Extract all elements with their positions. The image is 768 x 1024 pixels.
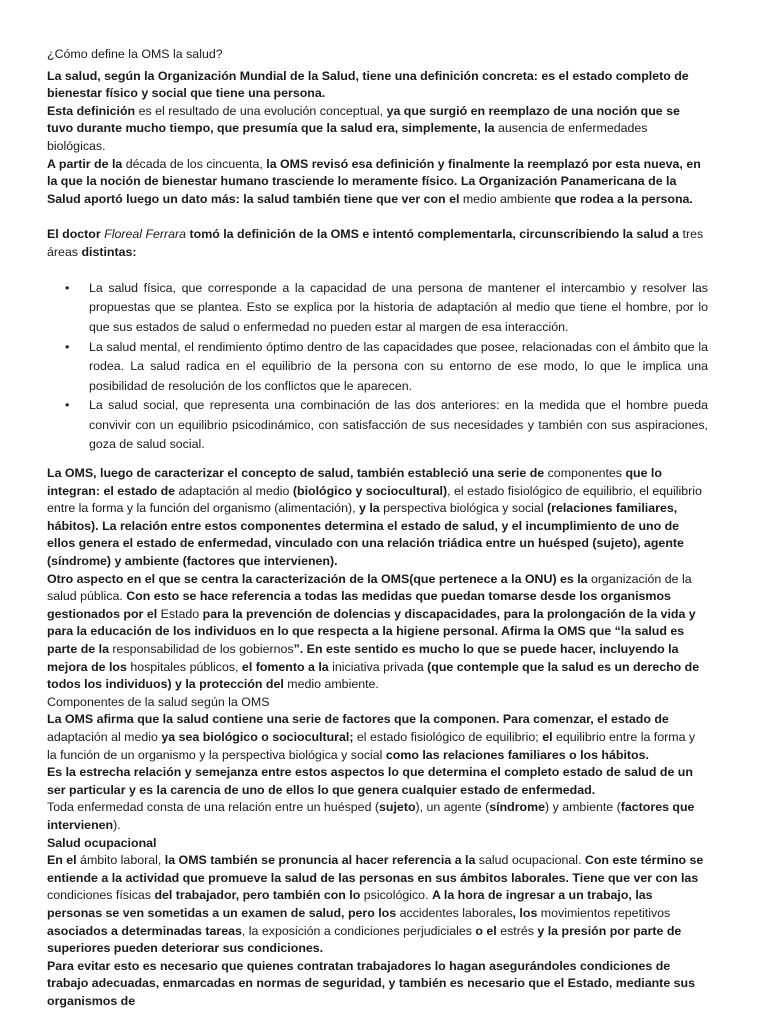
text-run: responsabilidad de los gobiernos xyxy=(108,642,294,656)
text-run: Esta definición xyxy=(47,103,136,118)
text-run: psicológico. xyxy=(360,888,432,903)
text-run: A partir de la xyxy=(47,156,123,171)
paragraph-prevention xyxy=(47,958,708,1011)
text-run: y la xyxy=(358,501,380,516)
text-run: perspectiva biológica y social xyxy=(379,501,548,516)
text-run: como las relaciones familiares o los hábitos. xyxy=(385,747,649,762)
text-run: Para evitar esto es necesario que quienes contratan trabajadores lo hagan asegurándoles condiciones de trabajo adecuadas, enmarcadas en normas de seguridad, y también es necesario que el Estado, mediante sus organismos de xyxy=(47,958,695,1008)
paragraph-revision xyxy=(47,156,708,209)
list-item-social-health: • La salud social, que representa una combinación de las dos anteriores: en la medida que el hombre pueda convivir con un equilibrio psicodinámico, con satisfacción de sus necesidades y también con sus aspiraciones, goza de salud social. xyxy=(89,396,708,455)
text-run: Toda enfermedad consta de una relación entre un huésped ( xyxy=(47,800,380,815)
text-run: accidentes laborales xyxy=(396,905,513,920)
text-run: , los xyxy=(512,905,538,920)
list-item-mental-health: • La salud mental, el rendimiento óptimo dentro de las capacidades que posee, relacionadas con el ámbito que la rodea. La salud radica en el equilibrio de la persona con su entorno de ese modo, lo que le implica una posibilidad de resolución de los conflictos que le aparecen. xyxy=(89,338,708,397)
text-run: o el xyxy=(475,923,497,938)
text-run: ámbito laboral, xyxy=(76,853,165,868)
text-run: el fomento a la xyxy=(241,659,329,674)
text-run: Floreal Ferrara xyxy=(104,226,187,241)
text-run: La OMS, luego de caracterizar el concepto de salud, también estableció una serie de xyxy=(47,466,545,481)
text-run: movimientos repetitivos xyxy=(537,905,671,920)
text-run: y la presión por parte de superiores pueden deteriorar sus condiciones. xyxy=(47,923,682,956)
health-areas-list xyxy=(47,279,708,455)
text-run: (relaciones familiares, hábitos). La relación entre estos componentes determina el estado de salud, y el incumplimiento de uno de ellos genera el estado de enfermedad, vinculado con una relación triádica entre un huésped (sujeto), agente (síndrome) y ambiente (factores que intervienen). xyxy=(47,501,684,569)
text-run: medio ambiente xyxy=(459,191,555,206)
text-run: Es la estrecha relación y semejanza entre estos aspectos lo que determina el completo estado de salud de un ser particular y es la carencia de uno de ellos lo que genera cualquier estado de enfermedad. xyxy=(47,765,693,797)
text-run: equilibrio entre la forma y la función de un organismo y la perspectiva biológica y social xyxy=(47,729,696,762)
paragraph-definition xyxy=(47,68,708,103)
paragraph-ferrara xyxy=(47,226,708,261)
text-run: Con esto se hace referencia a todas las medidas que puedan tomarse desde los organismos gestionados por el xyxy=(47,589,671,621)
text-run: condiciones físicas xyxy=(47,888,155,903)
spacer xyxy=(47,208,708,226)
text-run: tomó la definición de la OMS e intentó complementarla, circunscribiendo la salud a xyxy=(186,226,680,241)
text-run: , la exposición a condiciones perjudiciales xyxy=(241,923,476,938)
text-run: factores que intervienen xyxy=(47,800,695,832)
text-run: A la hora de ingresar a un trabajo, las personas se ven sometidas a un examen de salud, pero los xyxy=(47,888,653,920)
text-run: adaptación al medio xyxy=(175,483,293,498)
section-heading-components: Componentes de la salud según la OMS xyxy=(47,694,270,709)
text-run: (que contemple que la salud es un derecho de todos los individuos) y la protección del xyxy=(47,659,700,692)
text-run: El doctor xyxy=(47,226,105,241)
text-run: ”. En este sentido es mucho lo que se puede hacer, incluyendo la mejora de los xyxy=(47,642,679,674)
text-run: componentes xyxy=(544,466,626,481)
paragraph-disease xyxy=(47,799,708,834)
paragraph-evolution xyxy=(47,103,708,156)
text-run: salud ocupacional. xyxy=(475,853,585,868)
text-run: organización de la salud pública. xyxy=(47,571,692,604)
text-run: sujeto xyxy=(379,800,416,815)
text-run: ya que surgió en reemplazo de una noción que se tuvo durante mucho tiempo, que presumía que la salud era, simplemente, la xyxy=(47,103,680,136)
section-heading-occupational: Salud ocupacional xyxy=(47,835,157,850)
paragraph-occupational xyxy=(47,852,708,958)
text-run: distintas: xyxy=(81,244,137,259)
text-run: adaptación al medio xyxy=(47,729,162,744)
text-run: la OMS revisó esa definición y finalmente la reemplazó por esta nueva, en la que la noción de bienestar humano trasciende lo meramente físico. La Organización Panamericana de la Salud aportó luego un dato más: la salud también tiene que ver con el xyxy=(47,156,701,206)
text-run: estrés xyxy=(496,923,538,938)
text-run: ausencia de enfermedades biológicas. xyxy=(47,121,648,153)
text-run: ), un agente ( xyxy=(415,800,490,815)
text-run: que rodea a la persona. xyxy=(554,191,693,206)
text-run: ) y ambiente ( xyxy=(545,800,621,815)
text-run: el xyxy=(542,729,553,744)
text-run: ). xyxy=(113,817,121,832)
text-run: En el xyxy=(47,853,77,868)
text-run: que lo integran: el estado de xyxy=(47,466,662,498)
text-run: La OMS afirma que la salud contiene una serie de factores que la componen. Para comenzar, el estado de xyxy=(47,712,669,727)
text-run: (biológico y sociocultural) xyxy=(292,483,448,498)
text-run: la OMS también se pronuncia al hacer referencia a la xyxy=(164,853,476,868)
text-run: asociados a determinadas tareas xyxy=(47,923,242,938)
text-run: síndrome xyxy=(489,800,546,815)
text-run: Con este término se entiende a la actividad que promueve la salud de las personas en sus ámbitos laborales. Tiene que ver con las xyxy=(47,853,704,885)
text-run: para la prevención de dolencias y discapacidades, para la prolongación de la vida y para la educación de los individuos en lo que respecta a la higiene personal. Afirma la OMS que “la salud es parte de la xyxy=(47,606,696,656)
text-run: ya sea biológico o sociocultural; xyxy=(161,729,354,744)
spacer xyxy=(47,261,708,279)
text-run: Estado xyxy=(157,606,203,621)
text-run: iniciativa privada xyxy=(328,659,428,674)
paragraph-components-intro xyxy=(47,465,708,571)
text-run: Otro aspecto en el que se centra la caracterización de la OMS(que pertenece a la ONU) es la xyxy=(47,571,588,586)
text-run: década de los cincuenta, xyxy=(122,156,267,171)
paragraph-components xyxy=(47,711,708,764)
text-run: hospitales públicos, xyxy=(126,659,242,674)
text-run: del trabajador, pero también con lo xyxy=(154,888,361,903)
text-run: La salud, según la Organización Mundial de la Salud, tiene una definición concreta: es el estado completo de bienestar físico y social que tiene una persona. xyxy=(47,68,689,101)
text-run: es el resultado de una evolución conceptual, xyxy=(135,103,387,118)
spacer xyxy=(47,455,708,465)
paragraph-relation xyxy=(47,764,708,799)
text-run: , el estado fisiológico de equilibrio, el equilibrio entre la forma y la función del organismo (alimentación), xyxy=(47,483,702,516)
page-title: ¿Cómo define la OMS la salud? xyxy=(47,47,223,61)
list-item-physical-health: • La salud física, que corresponde a la capacidad de una persona de mantener el intercambio y resolver las propuestas que se plantea. Esto se explica por la historia de adaptación al medio que tiene el hombre, por lo que sus estados de salud o enfermedad no pueden estar al margen de esa interacción. xyxy=(89,279,708,338)
text-run: tres áreas xyxy=(47,226,704,259)
text-run: el estado fisiológico de equilibrio; xyxy=(353,729,543,744)
text-run: medio ambiente. xyxy=(283,677,379,692)
paragraph-public-health xyxy=(47,571,708,694)
